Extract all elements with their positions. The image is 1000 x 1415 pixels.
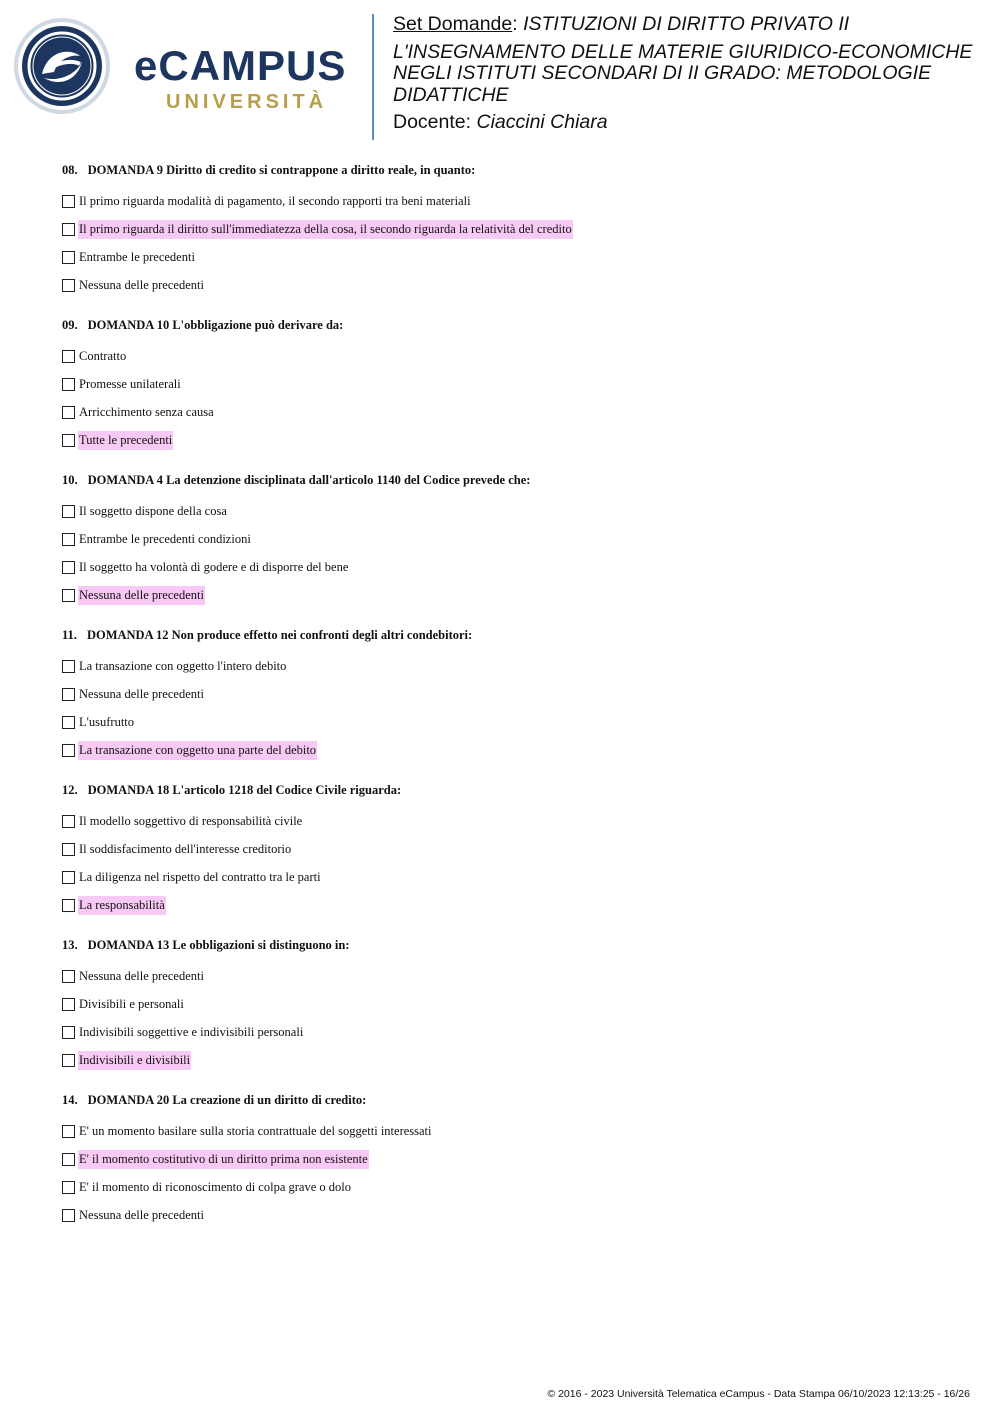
answer-text: L'usufrutto	[79, 714, 135, 729]
answer-option[interactable]	[62, 581, 962, 609]
answer-option[interactable]	[62, 708, 962, 736]
set-label: Set Domande	[393, 13, 513, 35]
checkbox-icon[interactable]	[62, 195, 75, 208]
answer-text: Nessuna delle precedenti	[79, 277, 204, 292]
answer-option[interactable]	[62, 863, 962, 891]
checkbox-icon[interactable]	[62, 970, 75, 983]
checkbox-icon[interactable]	[62, 505, 75, 518]
answer-text: La diligenza nel rispetto del contratto tra le parti	[79, 869, 321, 884]
answer-option[interactable]	[62, 962, 962, 990]
answer-text: La transazione con oggetto l'intero debito	[79, 658, 287, 673]
checkbox-icon[interactable]	[62, 533, 75, 546]
answer-option[interactable]	[62, 807, 962, 835]
question-title	[62, 782, 962, 798]
question-text: DOMANDA 13 Le obbligazioni si distinguono in:	[87, 938, 350, 952]
answer-option[interactable]	[62, 398, 962, 426]
answer-option[interactable]	[62, 426, 962, 454]
answer-option[interactable]	[62, 1018, 962, 1046]
answer-option[interactable]	[62, 652, 962, 680]
question-title	[62, 1092, 962, 1108]
question-block	[62, 1092, 962, 1229]
question-number: 10.	[62, 473, 78, 487]
header-info: Set Domande: ISTITUZIONI DI DIRITTO PRIVATO II L'INSEGNAMENTO DELLE MATERIE GIURIDICO-ECONOMICHE NEGLI ISTITUTI SECONDARI DI II GRADO: METODOLOGIE DIDATTICHE Docente: Ciaccini Chiara	[393, 14, 993, 134]
page-footer: © 2016 - 2023 Università Telematica eCampus - Data Stampa 06/10/2023 12:13:25 - 16/26	[547, 1388, 970, 1400]
question-title	[62, 162, 962, 178]
answer-option[interactable]	[62, 1145, 962, 1173]
teacher-label: Docente:	[393, 111, 472, 133]
checkbox-icon[interactable]	[62, 434, 75, 447]
checkbox-icon[interactable]	[62, 251, 75, 264]
answer-option[interactable]	[62, 271, 962, 299]
checkbox-icon[interactable]	[62, 1209, 75, 1222]
answer-option[interactable]	[62, 835, 962, 863]
answer-option[interactable]	[62, 990, 962, 1018]
page-header	[0, 0, 1000, 150]
checkbox-icon[interactable]	[62, 998, 75, 1011]
checkbox-icon[interactable]	[62, 688, 75, 701]
answer-text: Indivisibili soggettive e indivisibili personali	[79, 1024, 304, 1039]
answer-text: Tutte le precedenti	[78, 431, 173, 450]
checkbox-icon[interactable]	[62, 223, 75, 236]
answer-option[interactable]	[62, 736, 962, 764]
question-block	[62, 627, 962, 764]
answer-text: Nessuna delle precedenti	[78, 586, 205, 605]
answer-text: E' un momento basilare sulla storia contrattuale del soggetti interessati	[79, 1123, 432, 1138]
logo-sub: UNIVERSITÀ	[166, 91, 328, 113]
course-subtitle: L'INSEGNAMENTO DELLE MATERIE GIURIDICO-ECONOMICHE NEGLI ISTITUTI SECONDARI DI II GRADO: METODOLOGIE DIDATTICHE	[393, 40, 973, 106]
checkbox-icon[interactable]	[62, 716, 75, 729]
header-divider	[372, 14, 374, 140]
answer-text: E' il momento costitutivo di un diritto prima non esistente	[78, 1150, 369, 1169]
answer-option[interactable]	[62, 243, 962, 271]
checkbox-icon[interactable]	[62, 744, 75, 757]
answer-text: Nessuna delle precedenti	[79, 686, 204, 701]
answer-option[interactable]	[62, 342, 962, 370]
answer-text: E' il momento di riconoscimento di colpa grave o dolo	[79, 1179, 351, 1194]
question-title	[62, 627, 962, 643]
question-block	[62, 317, 962, 454]
checkbox-icon[interactable]	[62, 1026, 75, 1039]
checkbox-icon[interactable]	[62, 589, 75, 602]
answer-text: Il soggetto ha volontà di godere e di disporre del bene	[79, 559, 349, 574]
question-text: DOMANDA 9 Diritto di credito si contrappone a diritto reale, in quanto:	[87, 163, 476, 177]
checkbox-icon[interactable]	[62, 660, 75, 673]
question-block	[62, 782, 962, 919]
answer-text: Il modello soggettivo di responsabilità civile	[79, 813, 303, 828]
answer-text: Indivisibili e divisibili	[78, 1051, 191, 1070]
question-text: DOMANDA 18 L'articolo 1218 del Codice Civile riguarda:	[87, 783, 402, 797]
answer-option[interactable]	[62, 1046, 962, 1074]
answer-option[interactable]	[62, 525, 962, 553]
answer-option[interactable]	[62, 680, 962, 708]
answer-option[interactable]	[62, 1201, 962, 1229]
answer-option[interactable]	[62, 370, 962, 398]
answer-option[interactable]	[62, 553, 962, 581]
question-number: 11.	[62, 628, 77, 642]
checkbox-icon[interactable]	[62, 1181, 75, 1194]
checkbox-icon[interactable]	[62, 279, 75, 292]
answer-text: Divisibili e personali	[79, 996, 184, 1011]
checkbox-icon[interactable]	[62, 843, 75, 856]
checkbox-icon[interactable]	[62, 899, 75, 912]
question-block	[62, 937, 962, 1074]
answer-text: Il soggetto dispone della cosa	[79, 503, 227, 518]
answer-text: Entrambe le precedenti condizioni	[79, 531, 251, 546]
question-number: 08.	[62, 163, 78, 177]
question-block	[62, 472, 962, 609]
checkbox-icon[interactable]	[62, 1125, 75, 1138]
course-title: ISTITUZIONI DI DIRITTO PRIVATO II	[523, 13, 850, 35]
logo-brand: eCAMPUS	[134, 42, 347, 89]
question-list	[62, 162, 962, 1247]
question-block	[62, 162, 962, 299]
answer-option[interactable]	[62, 1173, 962, 1201]
checkbox-icon[interactable]	[62, 871, 75, 884]
answer-text: Arricchimento senza causa	[79, 404, 214, 419]
question-number: 13.	[62, 938, 78, 952]
answer-option[interactable]	[62, 187, 962, 215]
question-number: 14.	[62, 1093, 78, 1107]
checkbox-icon[interactable]	[62, 378, 75, 391]
answer-text: Promesse unilaterali	[79, 376, 181, 391]
question-text: DOMANDA 12 Non produce effetto nei confronti degli altri condebitori:	[86, 628, 473, 642]
answer-text: La transazione con oggetto una parte del debito	[78, 741, 317, 760]
answer-text: Il primo riguarda il diritto sull'immediatezza della cosa, il secondo riguarda la relatività del credito	[78, 220, 573, 239]
answer-text: Nessuna delle precedenti	[79, 1207, 204, 1222]
answer-text: La responsabilità	[78, 896, 166, 915]
answer-option[interactable]	[62, 1117, 962, 1145]
question-text: DOMANDA 20 La creazione di un diritto di credito:	[87, 1093, 367, 1107]
question-number: 12.	[62, 783, 78, 797]
question-text: DOMANDA 10 L'obbligazione può derivare da:	[87, 318, 344, 332]
checkbox-icon[interactable]	[62, 815, 75, 828]
question-text: DOMANDA 4 La detenzione disciplinata dall'articolo 1140 del Codice prevede che:	[87, 473, 531, 487]
question-title	[62, 317, 962, 333]
answer-option[interactable]	[62, 497, 962, 525]
answer-text: Il primo riguarda modalità di pagamento, il secondo rapporti tra beni materiali	[79, 193, 471, 208]
checkbox-icon[interactable]	[62, 1153, 75, 1166]
question-title	[62, 937, 962, 953]
checkbox-icon[interactable]	[62, 406, 75, 419]
answer-option[interactable]	[62, 215, 962, 243]
checkbox-icon[interactable]	[62, 1054, 75, 1067]
answer-option[interactable]	[62, 891, 962, 919]
question-number: 09.	[62, 318, 78, 332]
answer-text: Il soddisfacimento dell'interesse creditorio	[79, 841, 292, 856]
checkbox-icon[interactable]	[62, 350, 75, 363]
ecampus-logo	[14, 14, 359, 120]
answer-text: Contratto	[79, 348, 127, 363]
checkbox-icon[interactable]	[62, 561, 75, 574]
teacher-name: Ciaccini Chiara	[476, 111, 608, 133]
question-title	[62, 472, 962, 488]
answer-text: Entrambe le precedenti	[79, 249, 195, 264]
answer-text: Nessuna delle precedenti	[79, 968, 204, 983]
